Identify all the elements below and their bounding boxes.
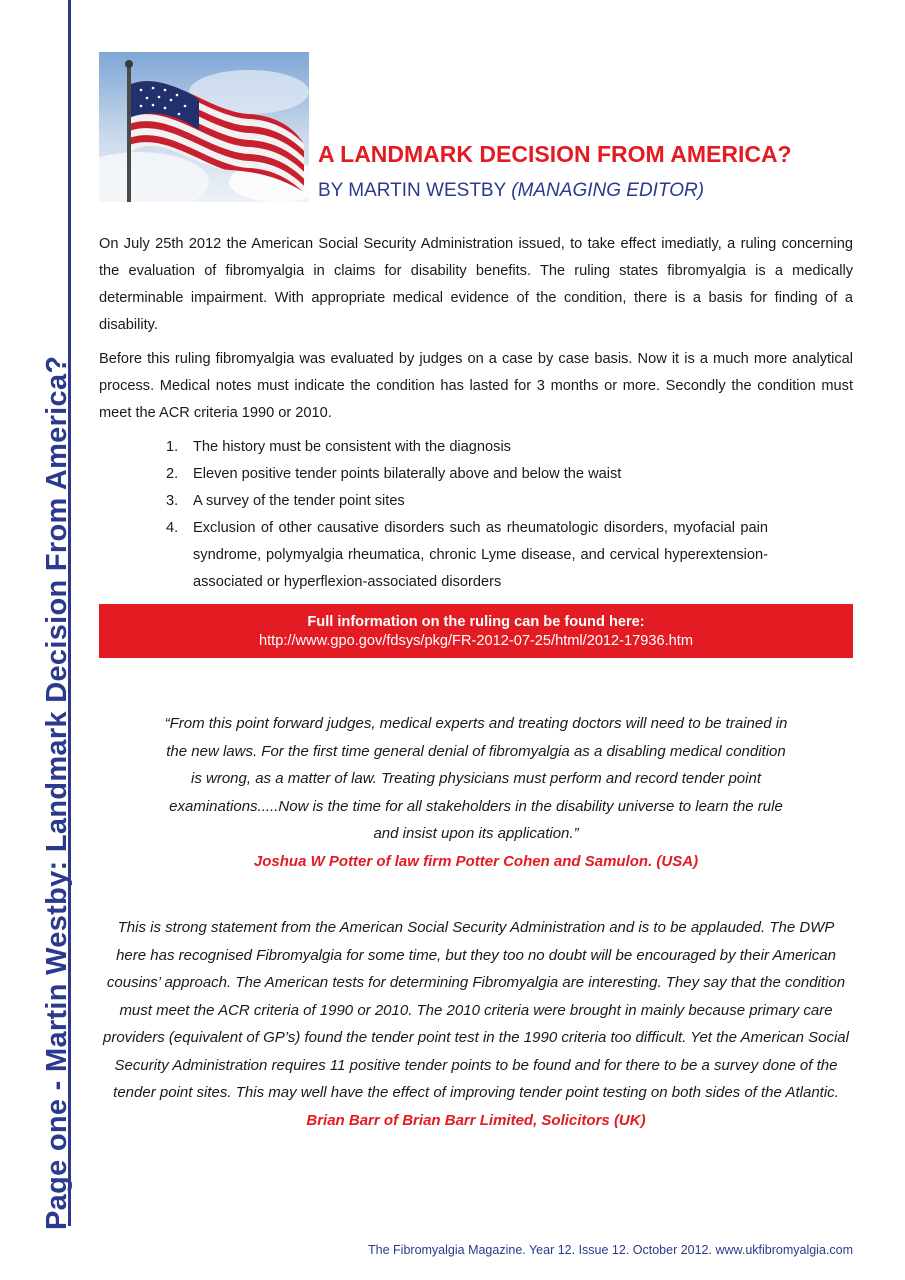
quote-text: This is strong statement from the American Social Security Administration and is to be applauded. The DWP here has recognised Fibromyalgia for some time, but they too no doubt will be encouraged by their American cousins’ approach. The American tests for determining Fibromyalgia are interesting. They say that the condition must meet the ACR criteria of 1990 or 2010. The 2010 criteria were brought in mainly because primary care providers (equivalent of GP’s) found the tender point test in the 1990 criteria too difficult. Yet the American Social Security Administration requires 11 positive tender points to be found and for there to be a survey done of the tender point sites. This may well have the effect of improving tender point testing on both sides of the Atlantic. xyxy=(103,919,849,1101)
list-text: Eleven positive tender points bilaterally above and below the waist xyxy=(193,466,622,482)
list-number: 3. xyxy=(166,493,179,509)
american-flag-photo xyxy=(99,52,309,202)
list-item xyxy=(166,434,768,461)
page-side-title: Page one - Martin Westby: Landmark Decision From America? xyxy=(41,355,73,1230)
ruling-url-link[interactable]: http://www.gpo.gov/fdsys/pkg/FR-2012-07-25/html/2012-17936.htm xyxy=(259,633,693,649)
byline-role: (MANAGING EDITOR) xyxy=(511,180,705,201)
criteria-list xyxy=(166,434,768,596)
quote-attribution: Brian Barr of Brian Barr Limited, Solicitors (UK) xyxy=(306,1111,646,1129)
quote-potter xyxy=(99,710,853,875)
list-item xyxy=(166,488,768,515)
list-text: Exclusion of other causative disorders such as rheumatologic disorders, myofacial pain syndrome, polymyalgia rheumatica, chronic Lyme disease, and cervical hyperextension-associated or hyperflexion-associated disorders xyxy=(193,520,768,590)
byline-author: BY MARTIN WESTBY xyxy=(318,180,512,201)
quote-text: “From this point forward judges, medical experts and treating doctors will need to be trained in the new laws. For the first time general denial of fibromyalgia as a disabling medical condition is wrong, as a matter of law. Treating physicians must perform and record tender point examinations.....Now is the time for all stakeholders in the disability universe to learn the rule and insist upon its application.” xyxy=(164,715,788,842)
list-number: 1. xyxy=(166,439,179,455)
paragraph-before-ruling: Before this ruling fibromyalgia was evaluated by judges on a case by case basis. Now it is a much more analytical process. Medical notes must indicate the condition has lasted for 3 months or more. Secondly the condition must meet the ACR criteria 1990 or 2010. xyxy=(99,351,853,421)
article-byline xyxy=(318,180,704,202)
list-item xyxy=(166,461,768,488)
banner-heading: Full information on the ruling can be found here: xyxy=(307,614,645,630)
paragraph-ruling: On July 25th 2012 the American Social Security Administration issued, to take effect imediatly, a ruling concerning the evaluation of fibromyalgia in claims for disability benefits. The ruling states fibromyalgia is a medically determinable impairment. With appropriate medical evidence of the condition, there is a basis for finding of a disability. xyxy=(99,236,853,333)
list-number: 2. xyxy=(166,466,179,482)
list-text: A survey of the tender point sites xyxy=(193,493,405,509)
flag-image xyxy=(99,52,309,202)
list-number: 4. xyxy=(166,520,179,536)
ruling-info-banner xyxy=(99,604,853,658)
article-headline: A LANDMARK DECISION FROM AMERICA? xyxy=(318,141,792,167)
magazine-footer: The Fibromyalgia Magazine. Year 12. Issue 12. October 2012. www.ukfibromyalgia.com xyxy=(368,1243,853,1257)
quote-attribution: Joshua W Potter of law firm Potter Cohen and Samulon. (USA) xyxy=(253,852,699,870)
list-item xyxy=(166,515,768,596)
quote-barr xyxy=(99,914,853,1134)
list-text: The history must be consistent with the diagnosis xyxy=(193,439,511,455)
